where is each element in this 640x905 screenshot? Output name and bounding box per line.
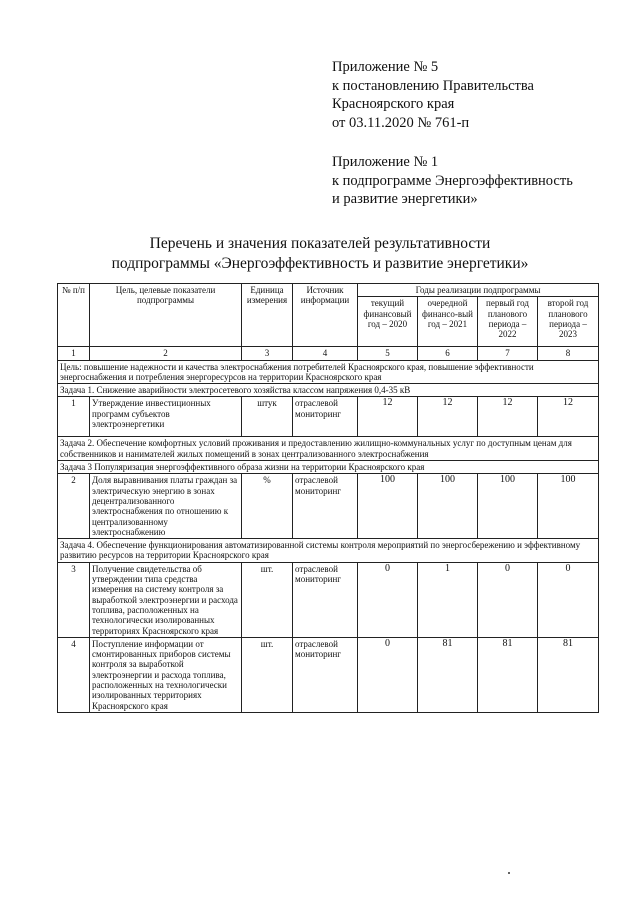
header-year-2022: первый год планового периода – 2022 xyxy=(478,297,538,347)
document-title xyxy=(0,234,640,274)
task1-row: Задача 1. Снижение аварийности электросетевого хозяйства классом напряжения 0,4-35 кВ xyxy=(58,384,599,397)
appendix1-line1: Приложение № 1 xyxy=(332,154,439,170)
col-number: 3 xyxy=(242,347,293,360)
header-years-group: Годы реализации подпрограммы xyxy=(358,284,599,297)
task3-row: Задача 3 Популяризация энергоэффективного образа жизни на территории Красноярского края xyxy=(58,461,599,474)
col-number: 5 xyxy=(358,347,418,360)
task4-row: Задача 4. Обеспечение функционирования автоматизированной системы контроля мероприятий по энергосбережению и эффективному развитию ресурсов на территории Красноярского края xyxy=(58,539,599,563)
indicator-unit: шт. xyxy=(242,637,293,712)
value-2023: 100 xyxy=(538,474,599,539)
header-year-2020: текущий финансовый год – 2020 xyxy=(358,297,418,347)
title-line1: Перечень и значения показателей результативности xyxy=(149,235,491,252)
table-row xyxy=(58,397,599,437)
header-goal: Цель, целевые показатели подпрограммы xyxy=(90,284,242,347)
indicator-source: отраслевой мониторинг xyxy=(293,474,358,539)
row-number: 1 xyxy=(58,397,90,437)
indicator-source: отраслевой мониторинг xyxy=(293,637,358,712)
title-line2: подпрограммы «Энергоэффективность и развитие энергетики» xyxy=(111,255,529,272)
indicator-name: Доля выравнивания платы граждан за электрическую энергию в зонах децентрализованного электроснабжения по отношению к централизованному электроснабжению xyxy=(90,474,242,539)
indicator-unit: шт. xyxy=(242,562,293,637)
col-number: 1 xyxy=(58,347,90,360)
table-row xyxy=(58,562,599,637)
table-row xyxy=(58,474,599,539)
indicator-source: отраслевой мониторинг xyxy=(293,562,358,637)
task2-row: Задача 2. Обеспечение комфортных условий проживания и предоставлению жилищно-коммунальных услуг по доступным ценам для собственников и нанимателей жилых помещений в зонах централизованного электроснабжения xyxy=(58,437,599,461)
header-no: № п/п xyxy=(58,284,90,347)
value-2023: 0 xyxy=(538,562,599,637)
value-2020: 12 xyxy=(358,397,418,437)
indicator-name: Получение свидетельства об утверждении типа средства измерения на систему контроля за выработкой электроэнергии и расхода топлива, расположенных на технологически изолированных территориях Красноярского края xyxy=(90,562,242,637)
header-source: Источник информации xyxy=(293,284,358,347)
indicator-unit: штук xyxy=(242,397,293,437)
col-number: 6 xyxy=(418,347,478,360)
col-number: 2 xyxy=(90,347,242,360)
appendix-block xyxy=(332,58,573,209)
value-2022: 81 xyxy=(478,637,538,712)
appendix5-line4: от 03.11.2020 № 761-п xyxy=(332,114,470,131)
value-2021: 12 xyxy=(418,397,478,437)
header-year-2023: второй год планового периода – 2023 xyxy=(538,297,599,347)
value-2021: 81 xyxy=(418,637,478,712)
appendix5-line1: Приложение № 5 xyxy=(332,59,439,75)
value-2023: 81 xyxy=(538,637,599,712)
value-2023: 12 xyxy=(538,397,599,437)
appendix5-line2: к постановлению Правительства xyxy=(332,77,534,94)
header-unit: Единица измерения xyxy=(242,284,293,347)
indicator-name: Поступление информации от смонтированных приборов системы контроля за выработкой электроэнергии и расхода топлива, расположенных на технологически изолированных территориях Красноярского края xyxy=(90,637,242,712)
col-number: 4 xyxy=(293,347,358,360)
row-number: 3 xyxy=(58,562,90,637)
col-number: 8 xyxy=(538,347,599,360)
header-year-2021: очередной финансо-вый год – 2021 xyxy=(418,297,478,347)
value-2020: 0 xyxy=(358,562,418,637)
goal-row: Цель: повышение надежности и качества электроснабжения потребителей Красноярского края, повышение эффективности энергоснабжения и потребления энергоресурсов на территории Красноярского края xyxy=(58,360,599,384)
indicator-unit: % xyxy=(242,474,293,539)
row-number: 4 xyxy=(58,637,90,712)
column-numbers-row xyxy=(58,347,599,360)
indicators-table xyxy=(57,283,599,713)
value-2020: 0 xyxy=(358,637,418,712)
col-number: 7 xyxy=(478,347,538,360)
appendix1-line2: к подпрограмме Энергоэффективность xyxy=(332,172,573,189)
value-2021: 100 xyxy=(418,474,478,539)
value-2020: 100 xyxy=(358,474,418,539)
indicator-source: отраслевой мониторинг xyxy=(293,397,358,437)
appendix5-line3: Красноярского края xyxy=(332,96,455,112)
value-2022: 100 xyxy=(478,474,538,539)
value-2022: 12 xyxy=(478,397,538,437)
table-row xyxy=(58,637,599,712)
value-2021: 1 xyxy=(418,562,478,637)
indicator-name: Утверждение инвестиционных программ субъектов электроэнергетики xyxy=(90,397,242,437)
appendix1-line3: и развитие энергетики» xyxy=(332,191,478,207)
value-2022: 0 xyxy=(478,562,538,637)
scan-speck xyxy=(508,872,510,874)
row-number: 2 xyxy=(58,474,90,539)
